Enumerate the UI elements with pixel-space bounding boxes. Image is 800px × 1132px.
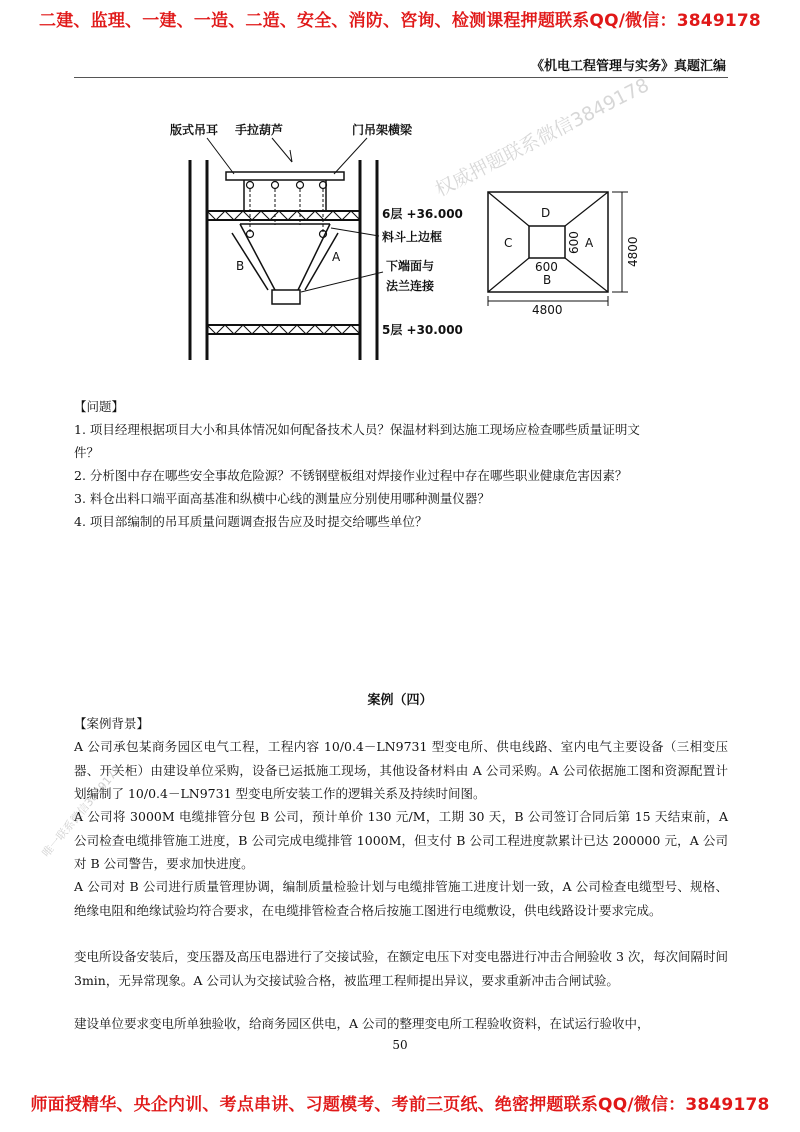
question-1-line-1: 1. 项目经理根据项目大小和具体情况如何配备技术人员？保温材料到达施工现场应检查哪些质量证明文	[74, 422, 640, 437]
plan-label-d: D	[541, 206, 551, 220]
side-watermark: 唯一联系微信3849178	[39, 763, 124, 860]
floor6-truss-web	[207, 211, 360, 220]
gantry-beam	[226, 172, 344, 180]
watermark: 权威押题联系微信3849178	[431, 74, 653, 202]
label-flange-1: 下端面与	[386, 259, 435, 273]
plan-diagonal	[565, 192, 608, 226]
hopper-outlet-flange	[272, 290, 300, 304]
lug-circle	[297, 182, 304, 189]
question-3: 3. 料仓出料口端平面高基准和纵横中心线的测量应分别使用哪种测量仪器？	[74, 491, 490, 506]
case-paragraph-1: A 公司承包某商务园区电气工程，工程内容 10/0.4－LN9731 型变电所、供电线路、室内电气主要设备（三相变压器、开关柜）由建设单位采购，设备已运抵施工现场，其他设备材料由 A 公司采购。A 公司依据施工图和资源配置计划编制了 10/0.4－LN9731 型变电所安装工作的逻辑关系及持续时间图。	[74, 739, 728, 801]
label-side-a: A	[332, 250, 341, 264]
hopper-wall-right	[298, 224, 330, 290]
question-1-line-2: 件？	[74, 445, 100, 460]
leader-hopper-frame	[331, 228, 379, 236]
label-floor6: 6层 +36.000	[382, 207, 463, 221]
elevation-drawing	[190, 138, 383, 360]
plan-label-a: A	[585, 236, 594, 250]
plan-outer-height: 4800	[626, 236, 640, 267]
label-side-b: B	[236, 259, 245, 273]
top-promo-banner: 二建、监理、一建、一造、二造、安全、消防、咨询、检测课程押题联系QQ/微信：3849178	[39, 11, 761, 31]
plan-inner-width: 600	[535, 260, 558, 274]
hopper-installation-figure	[0, 100, 800, 360]
floor5-truss-web	[207, 325, 360, 334]
plan-diagonal	[488, 258, 529, 292]
label-flange-2: 法兰连接	[386, 279, 435, 293]
case-background-heading: 【案例背景】	[74, 716, 150, 731]
leader-lug	[207, 138, 234, 174]
document-title: 《机电工程管理与实务》真题汇编	[530, 59, 726, 74]
question-2: 2. 分析图中存在哪些安全事故危险源？不锈钢壁板组对焊接作业过程中存在哪些职业健康危害因素？	[74, 468, 628, 483]
bottom-promo-banner: 师面授精华、央企内训、考点串讲、习题模考、考前三页纸、绝密押题联系QQ/微信：3849178	[30, 1095, 770, 1115]
case-title: 案例（四）	[367, 693, 433, 708]
case-paragraph-5: 建设单位要求变电所单独验收，给商务园区供电，A 公司的整理变电所工程验收资料，在试运行验收中，	[74, 1016, 650, 1031]
page-number: 50	[392, 1038, 408, 1052]
lug-circle	[272, 182, 279, 189]
label-hoist: 手拉葫芦	[235, 123, 284, 137]
questions-heading: 【问题】	[74, 399, 125, 414]
label-hopper-frame: 料斗上边框	[382, 230, 443, 244]
question-4: 4. 项目部编制的吊耳质量问题调查报告应及时提交给哪些单位？	[74, 514, 428, 529]
plan-diagonal	[565, 258, 608, 292]
case-paragraph-3: A 公司对 B 公司进行质量管理协调，编制质量检验计划与电缆排管施工进度计划一致，A 公司检查电缆型号、规格、绝缘电阻和绝缘试验均符合要求，在电缆排管检查合格后按施工图进行电缆敷设，供电线路设计要求完成。	[74, 879, 728, 918]
hopper-wall-left	[240, 224, 275, 290]
plan-label-c: C	[504, 236, 513, 250]
leader-beam	[334, 138, 367, 174]
elevation-labels	[170, 122, 463, 337]
lug-circle	[247, 182, 254, 189]
label-beam: 门吊架横梁	[352, 123, 413, 137]
case-paragraph-2: A 公司将 3000M 电缆排管分包 B 公司，预计单价 130 元/M，工期 30 天，B 公司签订合同后第 15 天结束前，A 公司检查电缆排管施工进度，B 公司完成电缆排管 1000M，但支付 B 公司工程进度款累计已达 200000 元，A 公司对 B 公司警告，要求加快进度。	[74, 809, 728, 871]
plan-label-b: B	[543, 273, 552, 287]
plan-diagonal	[488, 192, 529, 226]
plan-inner-height: 600	[567, 231, 581, 254]
plan-outer-width: 4800	[532, 303, 563, 317]
case-paragraph-4: 变电所设备安装后，变压器及高压电器进行了交接试验，在额定电压下对变电器进行冲击合闸验收 3 次，每次间隔时间 3min，无异常现象。A 公司认为交接试验合格，被监理工程师提出异议，要求重新冲击合闸试验。	[74, 949, 728, 988]
leader-hoist	[272, 138, 292, 162]
plan-inner-square	[529, 226, 565, 258]
label-lug: 版式吊耳	[170, 123, 219, 137]
label-floor5: 5层 +30.000	[382, 323, 463, 337]
